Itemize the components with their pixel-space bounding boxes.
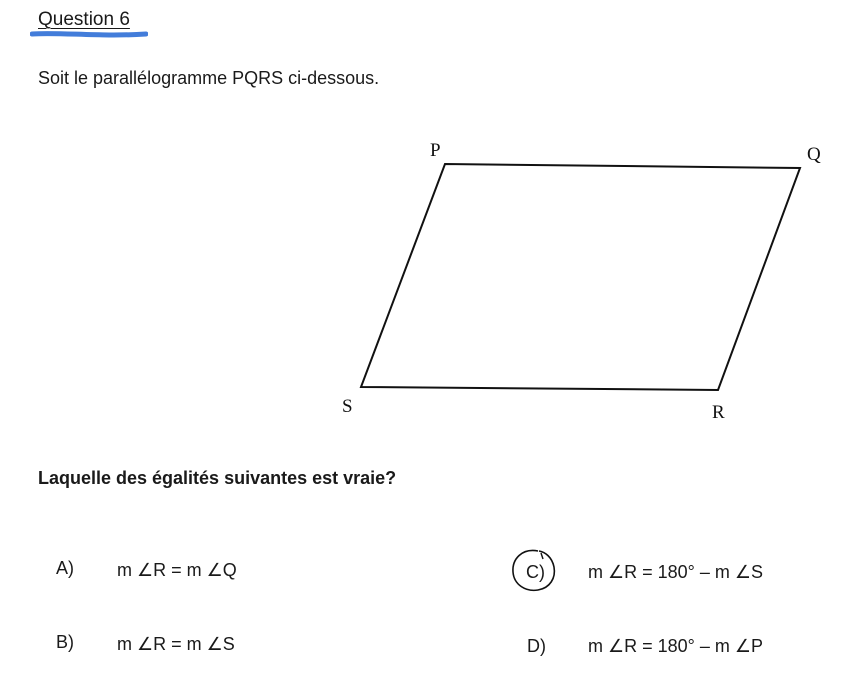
- question-title: Question 6: [38, 9, 130, 30]
- choice-c-letter[interactable]: C): [526, 562, 545, 582]
- vertex-label-s: S: [342, 396, 353, 417]
- vertex-label-q: Q: [807, 144, 821, 165]
- choice-c-text[interactable]: m ∠R = 180° – m ∠S: [588, 562, 764, 582]
- vertex-label-r: R: [712, 402, 725, 423]
- parallelogram-diagram: [330, 130, 850, 430]
- vertex-label-p: P: [430, 140, 441, 161]
- choice-d-letter[interactable]: D): [527, 636, 546, 656]
- choice-a-text[interactable]: m ∠R = m ∠Q: [117, 560, 237, 580]
- parallelogram-pqrs: [361, 164, 800, 390]
- choice-d-text[interactable]: m ∠R = 180° – m ∠P: [588, 636, 764, 656]
- choice-b-letter[interactable]: B): [56, 632, 74, 652]
- choice-a-letter[interactable]: A): [56, 558, 74, 578]
- choice-b-text[interactable]: m ∠R = m ∠S: [117, 634, 235, 654]
- question-statement: Soit le parallélogramme PQRS ci-dessous.: [38, 68, 380, 88]
- question-prompt: Laquelle des égalités suivantes est vraie?: [38, 468, 397, 488]
